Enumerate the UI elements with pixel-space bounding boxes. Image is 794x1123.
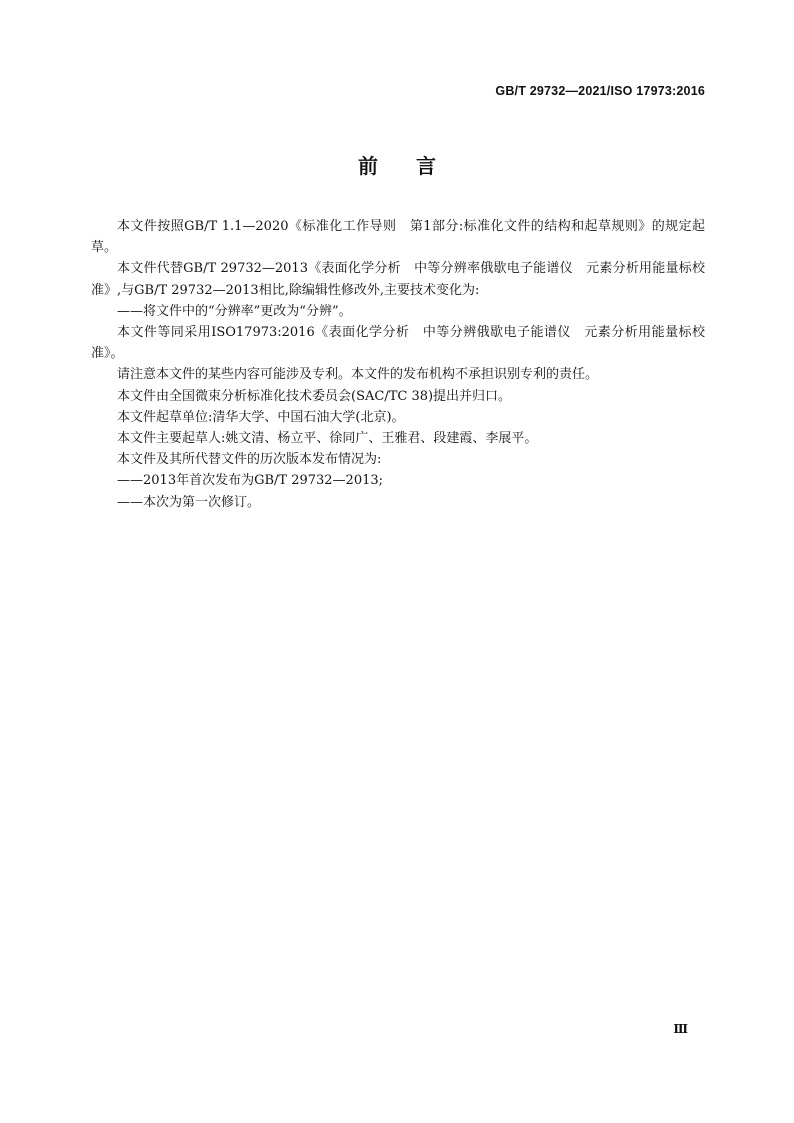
foreword-body — [91, 216, 705, 513]
paragraph-patent-notice: 请注意本文件的某些内容可能涉及专利。本文件的发布机构不承担识别专利的责任。 — [117, 367, 599, 383]
paragraph-drafting-units: 本文件起草单位:清华大学、中国石油大学(北京)。 — [117, 409, 405, 425]
paragraph-drafters: 本文件主要起草人:姚文清、杨立平、徐同广、王雅君、段建霞、李展平。 — [117, 431, 538, 447]
paragraph-proposer: 本文件由全国微束分析标准化技术委员会(SAC/TC 38)提出并归口。 — [117, 388, 512, 404]
history-item: ——本次为第一次修订。 — [117, 494, 261, 510]
standard-code: GB/T 29732—2021/ISO 17973:2016 — [495, 84, 705, 98]
page-title: 前言 — [358, 154, 474, 178]
change-item: ——将文件中的“分辨率”更改为“分辨”。 — [117, 303, 352, 319]
history-item: ——2013年首次发布为GB/T 29732—2013; — [117, 473, 384, 489]
paragraph-adoption: 本文件等同采用ISO17973:2016《表面化学分析 中等分辨俄歇电子能谱仪 元素分析用能量标校准》。 — [91, 325, 705, 362]
page-number: Ⅲ — [673, 1022, 688, 1036]
paragraph-replaces: 本文件代替GB/T 29732—2013《表面化学分析 中等分辨率俄歇电子能谱仪 元素分析用能量标校准》,与GB/T 29732—2013相比,除编辑性修改外,主要技术变化为: — [91, 261, 705, 298]
paragraph-drafting-rules: 本文件按照GB/T 1.1—2020《标准化工作导则 第1部分:标准化文件的结构和起草规则》的规定起草。 — [91, 219, 705, 256]
paragraph-history-intro: 本文件及其所代替文件的历次版本发布情况为: — [117, 452, 382, 468]
